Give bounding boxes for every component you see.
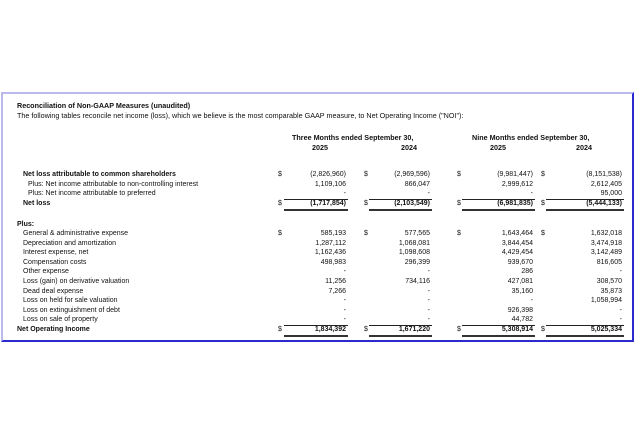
cell-value: - (427, 316, 430, 324)
cell-value: - (619, 306, 622, 314)
cell-value: - (343, 316, 346, 324)
cell-value: - (530, 297, 533, 305)
table-row (0, 181, 640, 190)
cell-value: 296,399 (404, 258, 430, 266)
header-year-q-2024: 2024 (401, 143, 417, 152)
cell-value: 44,782 (511, 316, 533, 324)
cell-value: (8,151,538) (586, 171, 622, 178)
row-label: General & administrative expense (23, 230, 129, 237)
cell-value: 1,834,392 (314, 326, 346, 333)
cell-value: - (343, 297, 346, 305)
cell-value: - (427, 268, 430, 276)
cell-value: - (343, 190, 346, 197)
currency-symbol: $ (364, 326, 368, 333)
table-row (0, 190, 640, 199)
cell-value: (6,981,835) (497, 200, 533, 207)
header-year-n-2024: 2024 (576, 143, 592, 152)
cell-value: 427,081 (507, 278, 533, 285)
currency-symbol: $ (364, 230, 368, 237)
cell-value: - (427, 306, 430, 314)
row-label: Loss on extinguishment of debt (23, 306, 120, 314)
currency-symbol: $ (541, 171, 545, 178)
cell-value: 95,000 (600, 190, 622, 197)
row-label: Net loss (23, 200, 51, 207)
cell-value: - (343, 268, 346, 276)
cell-value: - (427, 297, 430, 305)
row-label: Loss (gain) on derivative valuation (23, 278, 130, 285)
row-label: Net loss attributable to common shareholders (23, 171, 176, 178)
currency-symbol: $ (278, 230, 282, 237)
total-double-rule (462, 209, 535, 211)
cell-value: 1,671,220 (398, 326, 430, 333)
cell-value: 1,058,994 (590, 297, 622, 305)
cell-value: 308,570 (596, 278, 622, 285)
currency-symbol: $ (457, 200, 461, 207)
cell-value: 11,256 (325, 278, 346, 285)
cell-value: - (343, 306, 346, 314)
cell-value: 585,193 (320, 230, 346, 237)
currency-symbol: $ (278, 200, 282, 207)
cell-value: - (619, 316, 622, 324)
table-row (0, 259, 640, 268)
cell-value: 286 (521, 268, 533, 276)
cell-value: 1,068,081 (398, 239, 430, 247)
total-double-rule (284, 335, 348, 337)
cell-value: 2,612,405 (590, 181, 622, 188)
plus-section-header (0, 221, 640, 230)
row-label: Compensation costs (23, 258, 87, 266)
table-row (0, 297, 640, 306)
currency-symbol: $ (541, 326, 545, 333)
cell-value: 5,025,334 (590, 326, 622, 333)
currency-symbol: $ (364, 200, 368, 207)
currency-symbol: $ (457, 171, 461, 178)
cell-value: 1,632,018 (590, 230, 622, 237)
table-row (0, 288, 640, 297)
cell-value: 3,474,918 (590, 239, 622, 247)
currency-symbol: $ (278, 171, 282, 178)
currency-symbol: $ (541, 230, 545, 237)
cell-value: 926,398 (507, 306, 533, 314)
total-double-rule (546, 209, 624, 211)
cell-value: 7,266 (328, 287, 346, 295)
header-year-n-2025: 2025 (490, 143, 506, 152)
cell-value: - (427, 190, 430, 197)
cell-value: (2,103,549) (394, 200, 430, 207)
currency-symbol: $ (278, 326, 282, 333)
row-label: Interest expense, net (23, 249, 89, 257)
subtotal-rule (284, 199, 348, 200)
document-subtitle: The following tables reconcile net income (loss), which we believe is the most comparable GAAP measure, to Net Operating Income ("NOI"): (17, 111, 464, 120)
cell-value: - (427, 287, 430, 295)
cell-value: 35,160 (511, 287, 533, 295)
row-label: Net Operating Income (17, 326, 90, 333)
total-double-rule (369, 335, 432, 337)
document-title: Reconciliation of Non-GAAP Measures (unaudited) (17, 101, 191, 110)
subtotal-rule (462, 199, 535, 200)
cell-value: 4,429,454 (501, 249, 533, 257)
net-loss-row (0, 200, 640, 209)
total-double-rule (369, 209, 432, 211)
cell-value: 5,308,914 (501, 326, 533, 333)
cell-value: (2,826,960) (310, 171, 346, 178)
header-three-months: Three Months ended September 30, (292, 133, 414, 142)
total-double-rule (462, 335, 535, 337)
currency-symbol: $ (541, 200, 545, 207)
cell-value: (9,981,447) (497, 171, 533, 178)
cell-value: (5,444,133) (586, 200, 622, 207)
row-label: Plus: Net income attributable to preferred (28, 190, 156, 197)
cell-value: 939,670 (507, 258, 533, 266)
row-label: Loss on sale of property (23, 316, 98, 324)
subtotal-rule (369, 199, 432, 200)
subtotal-rule (546, 199, 624, 200)
table-row (0, 249, 640, 258)
row-label: Dead deal expense (23, 287, 84, 295)
cell-value: 1,643,464 (501, 230, 533, 237)
table-row (0, 278, 640, 287)
subtotal-rule (546, 325, 624, 326)
table-row (0, 268, 640, 277)
row-label: Plus: (17, 221, 35, 228)
total-double-rule (546, 335, 624, 337)
cell-value: (1,717,854) (310, 200, 346, 207)
cell-value: 3,844,454 (501, 239, 533, 247)
currency-symbol: $ (457, 326, 461, 333)
cell-value: 1,162,436 (314, 249, 346, 257)
row-label: Depreciation and amortization (23, 239, 116, 247)
table-row (0, 240, 640, 249)
cell-value: 866,047 (404, 181, 430, 188)
cell-value: 1,287,112 (315, 239, 346, 247)
cell-value: - (530, 190, 533, 197)
row-label: Plus: Net income attributable to non-controlling interest (28, 181, 199, 188)
table-row (0, 307, 640, 316)
subtotal-rule (369, 325, 432, 326)
row-label: Loss on held for sale valuation (23, 297, 118, 305)
cell-value: 577,565 (404, 230, 430, 237)
cell-value: (2,969,596) (394, 171, 430, 178)
cell-value: 3,142,489 (590, 249, 622, 257)
cell-value: 498,983 (320, 258, 346, 266)
table-row (0, 230, 640, 239)
total-double-rule (284, 209, 348, 211)
cell-value: 816,605 (596, 258, 622, 266)
cell-value: 35,873 (600, 287, 622, 295)
table-row (0, 171, 640, 180)
cell-value: 1,098,608 (398, 249, 430, 257)
row-label: Other expense (23, 268, 69, 276)
header-year-q-2025: 2025 (312, 143, 328, 152)
currency-symbol: $ (364, 171, 368, 178)
subtotal-rule (462, 325, 535, 326)
cell-value: 734,116 (405, 278, 430, 285)
header-nine-months: Nine Months ended September 30, (472, 133, 590, 142)
cell-value: 2,999,612 (501, 181, 533, 188)
subtotal-rule (284, 325, 348, 326)
cell-value: 1,109,106 (314, 181, 346, 188)
cell-value: - (619, 268, 622, 276)
currency-symbol: $ (457, 230, 461, 237)
net-operating-income-row (0, 326, 640, 335)
